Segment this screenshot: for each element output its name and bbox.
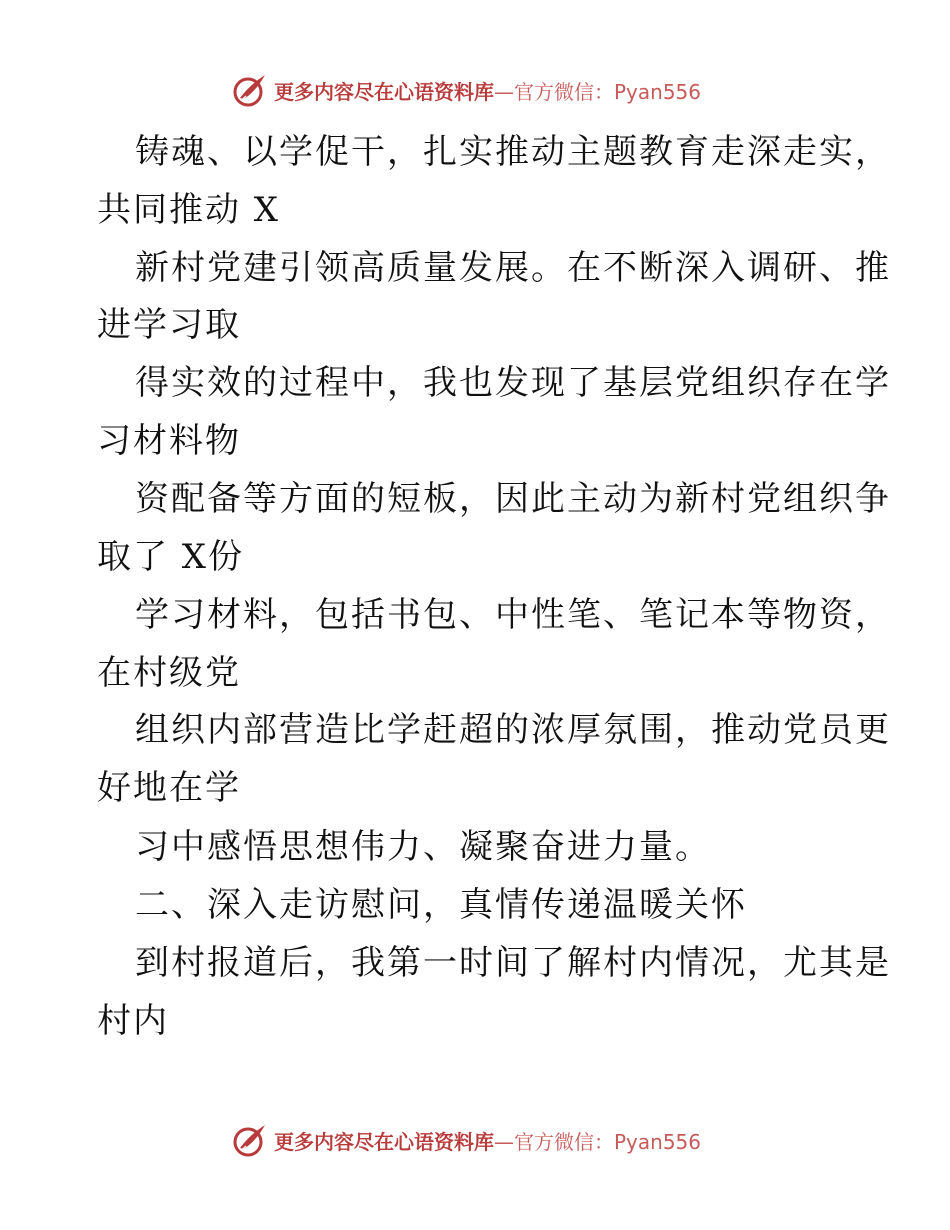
body-line: 好地在学 — [97, 768, 241, 808]
footer-watermark-title: 更多内容尽在心语资料库 — [274, 1129, 494, 1154]
body-line: 习中感悟思想伟力、凝聚奋进力量。 — [135, 827, 711, 867]
body-line: 取了 X份 — [97, 537, 245, 577]
body-line: 得实效的过程中，我也发现了基层党组织存在学 — [135, 363, 891, 403]
body-line: 资配备等方面的短板，因此主动为新村党组织争 — [135, 479, 891, 519]
section-heading: 二、深入走访慰问，真情传递温暖关怀 — [135, 885, 747, 925]
footer-watermark-contact: —官方微信：Pyan556 — [494, 1129, 702, 1154]
body-line: 学习材料，包括书包、中性笔、笔记本等物资， — [135, 595, 891, 635]
body-line: 村内 — [97, 1001, 169, 1041]
header-watermark-contact: —官方微信：Pyan556 — [494, 79, 702, 104]
body-line: 进学习取 — [97, 305, 241, 345]
footer-watermark — [232, 1120, 701, 1160]
body-line: 到村报道后，我第一时间了解村内情况，尤其是 — [135, 943, 891, 983]
body-line: 习材料物 — [97, 421, 241, 461]
header-watermark — [232, 70, 701, 110]
body-line: 在村级党 — [97, 653, 241, 693]
header-watermark-title: 更多内容尽在心语资料库 — [274, 79, 494, 104]
quill-pen-logo-icon — [232, 1122, 268, 1158]
body-line: 铸魂、以学促干，扎实推动主题教育走深走实， — [135, 132, 891, 172]
body-line: 组织内部营造比学赶超的浓厚氛围，推动党员更 — [135, 710, 891, 750]
body-line: 新村党建引领高质量发展。在不断深入调研、推 — [135, 248, 891, 288]
body-line: 共同推动 X — [97, 190, 281, 230]
quill-pen-logo-icon — [232, 72, 268, 108]
